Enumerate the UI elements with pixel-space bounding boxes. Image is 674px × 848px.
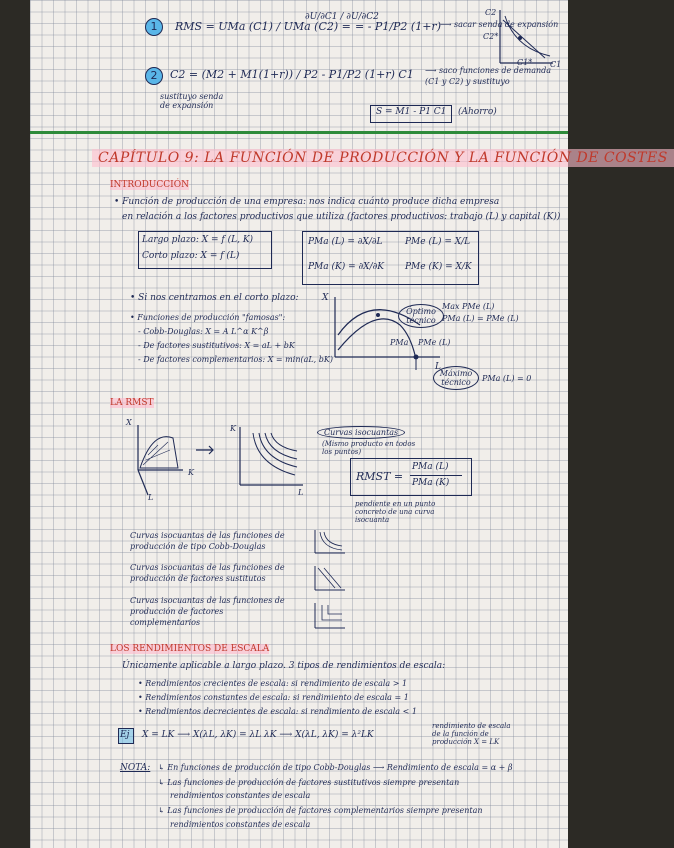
graph-x-label: X xyxy=(322,293,329,303)
func-complementarios: - De factores complementarios: X = min(aL, bK) xyxy=(138,355,333,364)
largo-plazo: Largo plazo: X = f (L, K) xyxy=(142,235,254,245)
section-heading-introduccion: INTRODUCCIÓN xyxy=(110,180,189,190)
rmst-l-axis-left: L xyxy=(148,493,154,502)
rmst-mini-graphs xyxy=(310,528,350,638)
pme-l: PMe (L) = X/L xyxy=(405,237,471,247)
savings-formula: S = M1 - P1 C1 xyxy=(376,107,447,117)
func-cobb-douglas: - Cobb-Douglas: X = A L^α K^β xyxy=(138,327,269,336)
pma-k: PMa (K) = ∂X/∂K xyxy=(308,262,384,272)
rmst-fraction-bar xyxy=(410,475,462,476)
rmst-k-axis-left: K xyxy=(188,468,194,477)
section-divider xyxy=(30,131,568,134)
rms-equation-left: RMS = UMa (C1) / UMa (C2) = xyxy=(175,20,351,33)
max-pme: Max PMe (L) xyxy=(442,302,495,311)
rms-note: ⟶ sacar senda de expansión xyxy=(440,20,559,29)
rmst-formula-num: PMa (L) xyxy=(412,462,449,472)
corto-plazo: Corto plazo: X = f (L) xyxy=(142,251,240,261)
pendiente-note: pendiente en un punto concreto de una curva isocuanta xyxy=(355,500,436,524)
nota-item-2: ↳ Las funciones de producción de factores sustitutivos siempre presentan xyxy=(158,778,460,787)
substitution-note: sustituyo senda de expansión xyxy=(160,92,224,110)
savings-label: (Ahorro) xyxy=(458,107,497,117)
nota-label: NOTA: xyxy=(120,763,151,773)
nota-item-3: rendimientos constantes de escala xyxy=(170,791,311,800)
rmst-l-axis: L xyxy=(298,488,304,497)
nota-item-4: ↳ Las funciones de producción de factores complementarios siempre presentan xyxy=(158,806,483,815)
escala-item-2: • Rendimientos constantes de escala: si rendimiento de escala = 1 xyxy=(138,693,409,702)
section-heading-rmst: LA RMST xyxy=(110,398,154,408)
graph-l-label: L xyxy=(435,362,441,372)
rmst-list-item-2: Curvas isocuantas de las funciones de producción de factores sustitutos xyxy=(130,563,285,583)
pma-eq-pme: PMa (L) = PMe (L) xyxy=(442,314,519,323)
maximo-tecnico: Máximo técnico xyxy=(433,366,479,390)
section-heading-escala: LOS RENDIMIENTOS DE ESCALA xyxy=(110,644,270,654)
ej-note: rendimiento de escala de la función de producción X = LK xyxy=(432,722,511,746)
rmst-list-item-3: Curvas isocuantas de las funciones de producción de factores complementarios xyxy=(130,596,285,627)
ej-equation: X = LK ⟶ X(λL, λK) = λL λK ⟶ X(λL, λK) = λ²LK xyxy=(142,730,374,740)
escala-line-1: Únicamente aplicable a largo plazo. 3 tipos de rendimientos de escala: xyxy=(122,661,446,671)
rmst-x-axis: X xyxy=(126,418,132,427)
optimo-tecnico: Óptimo técnico xyxy=(398,304,444,328)
nota-item-1: ↳ En funciones de producción de tipo Cobb-Douglas ⟶ Rendimiento de escala = α + β xyxy=(158,763,513,772)
graph-label-c2-star: C2* xyxy=(483,32,499,41)
pme-k: PMe (K) = X/K xyxy=(405,262,472,272)
escala-item-1: • Rendimientos crecientes de escala: si rendimiento de escala > 1 xyxy=(138,679,408,688)
notebook-page xyxy=(30,0,668,848)
nota-item-5: rendimientos constantes de escala xyxy=(170,820,311,829)
step-circle-1: 1 xyxy=(145,18,163,36)
func-sustitutivos: - De factores sustitutivos: X = aL + bK xyxy=(138,341,295,350)
funciones-title: • Funciones de producción "famosas": xyxy=(130,313,286,322)
graph-label-c1-star: C1* xyxy=(517,58,533,67)
rmst-formula-left: RMST = xyxy=(356,470,404,483)
demand-equation: C2 = (M2 + M1(1+r)) / P2 - P1/P2 (1+r) C1 xyxy=(170,68,414,81)
curvas-note: (Mismo producto en todos los puntos) xyxy=(322,440,416,456)
ej-label: Ej xyxy=(120,730,130,740)
step-circle-2: 2 xyxy=(145,67,163,85)
isoquant-graph xyxy=(235,425,305,490)
pme-label: PMe (L) xyxy=(418,338,451,347)
demand-note: ⟶ saco funciones de demanda (C1 y C2) y sustituyo xyxy=(425,66,552,86)
pma-zero: PMa (L) = 0 xyxy=(482,374,532,383)
rmst-formula-den: PMa (K) xyxy=(412,478,450,488)
escala-item-3: • Rendimientos decrecientes de escala: si rendimiento de escala < 1 xyxy=(138,707,417,716)
pma-l: PMa (L) = ∂X/∂L xyxy=(308,237,383,247)
pma-label: PMa xyxy=(390,338,409,347)
intro-line-2: en relación a los factores productivos que utiliza (factores productivos: trabajo (L) y capital (K)) xyxy=(122,212,561,222)
graph-label-c1: C1 xyxy=(550,60,562,69)
graph-label-c2: C2 xyxy=(485,8,497,17)
corto-plazo-note: • Si nos centramos en el corto plazo: xyxy=(130,293,299,303)
rmst-list-item-1: Curvas isocuantas de las funciones de producción de tipo Cobb-Douglas xyxy=(130,531,285,551)
intro-line-1: • Función de producción de una empresa: nos indica cuánto produce dicha empresa xyxy=(114,197,500,207)
rms-derivatives: ∂U/∂C1 / ∂U/∂C2 xyxy=(305,12,379,22)
rmst-k-axis: K xyxy=(230,424,236,433)
chapter-title: CAPÍTULO 9: LA FUNCIÓN DE PRODUCCIÓN Y LA FUNCIÓN DE COSTES xyxy=(92,149,674,167)
curvas-isocuantas: Curvas isocuantas xyxy=(317,426,405,439)
rms-price-ratio: = - P1/P2 (1+r) xyxy=(355,20,441,33)
